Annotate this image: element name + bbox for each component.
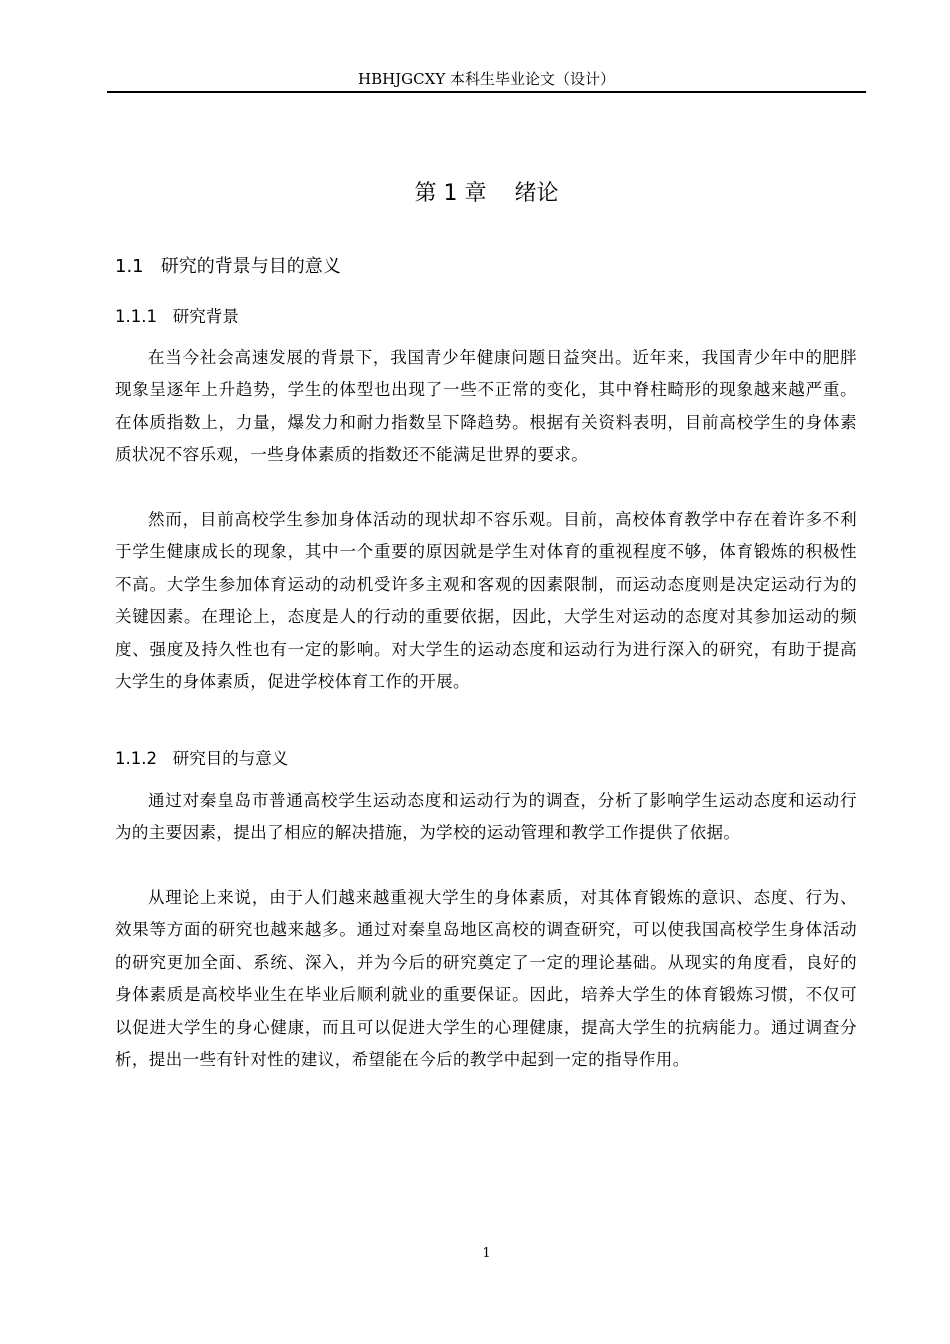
page-header: HBHJGCXY 本科生毕业论文（设计） bbox=[357, 70, 615, 88]
section-heading-1-1: 1.1 研究的背景与目的意义 bbox=[115, 256, 341, 277]
paragraph-background-1: 在当今社会高速发展的背景下，我国青少年健康问题日益突出。近年来，我国青少年中的肥胖现象呈逐年上升趋势，学生的体型也出现了一些不正常的变化，其中脊柱畸形的现象越来越严重。在体质指数上，力量，爆发力和耐力指数呈下降趋势。根据有关资料表明，目前高校学生的身体素质状况不容乐观，一些身体素质的指数还不能满足世界的要求。 bbox=[115, 348, 857, 465]
paragraph-purpose-2: 从理论上来说，由于人们越来越重视大学生的身体素质，对其体育锻炼的意识、态度、行为、效果等方面的研究也越来越多。通过对秦皇岛地区高校的调查研究，可以使我国高校学生身体活动的研究更加全面、系统、深入，并为今后的研究奠定了一定的理论基础。从现实的角度看，良好的身体素质是高校毕业生在毕业后顺利就业的重要保证。因此，培养大学生的体育锻炼习惯，不仅可以促进大学生的身心健康，而且可以促进大学生的心理健康，提高大学生的抗病能力。通过调查分析，提出一些有针对性的建议，希望能在今后的教学中起到一定的指导作用。 bbox=[115, 888, 857, 1070]
section-heading-1-1-1: 1.1.1 研究背景 bbox=[115, 307, 239, 326]
chapter-title: 第 1 章 绪论 bbox=[414, 181, 559, 206]
header-divider bbox=[107, 91, 866, 93]
page-number: 1 bbox=[482, 1246, 491, 1261]
paragraph-background-2: 然而，目前高校学生参加身体活动的现状却不容乐观。目前，高校体育教学中存在着许多不利于学生健康成长的现象，其中一个重要的原因就是学生对体育的重视程度不够，体育锻炼的积极性不高。大学生参加体育运动的动机受许多主观和客观的因素限制，而运动态度则是决定运动行为的关键因素。在理论上，态度是人的行动的重要依据，因此，大学生对运动的态度对其参加运动的频度、强度及持久性也有一定的影响。对大学生的运动态度和运动行为进行深入的研究，有助于提高大学生的身体素质，促进学校体育工作的开展。 bbox=[115, 510, 857, 692]
paragraph-purpose-1: 通过对秦皇岛市普通高校学生运动态度和运动行为的调查，分析了影响学生运动态度和运动行为的主要因素，提出了相应的解决措施，为学校的运动管理和教学工作提供了依据。 bbox=[115, 791, 857, 843]
section-heading-1-1-2: 1.1.2 研究目的与意义 bbox=[115, 749, 289, 768]
